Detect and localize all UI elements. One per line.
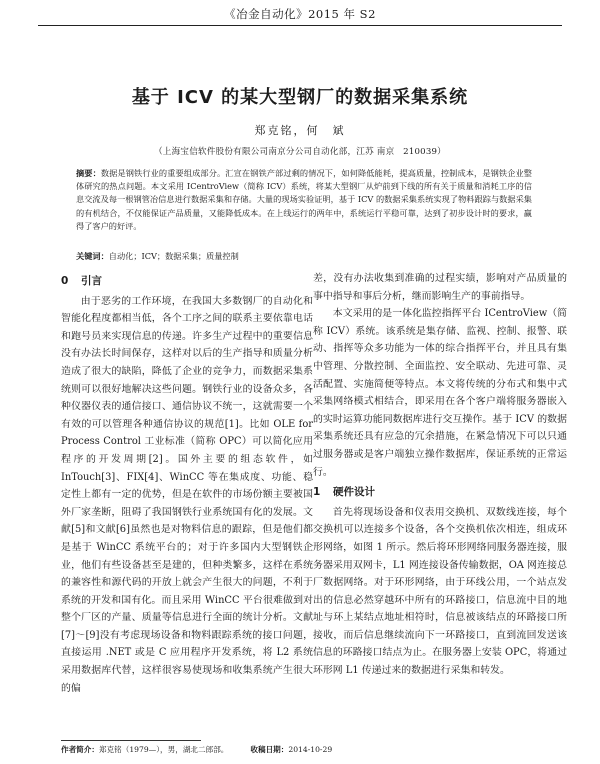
section-heading-intro [61, 273, 313, 291]
section-title: 引言 [81, 275, 102, 287]
right-column [313, 270, 567, 680]
footnote [61, 744, 332, 755]
paragraph: 由于恶劣的工作环境，在我国大多数钢厂的自动化和智能化程度都相当低，各个工序之间的联系主要依靠电话和跑号员来实现信息的传递。许多生产过程中的重要信息没有办法长时间保存，这样对以后的生产指导和质量分析造成了很大的缺陷，降低了企业的竞争力，而数据采集系统则可以很好地解决这些问题。钢铁行业的设备众多，各种仪器仪表的通信接口、通信协议不统一，这就需要一个有效的可以管理各种通信协议的规范[1]。比如 OLE for Process Control 工业标准（简称 OPC）可以简化应用程序的开发周期[2]。国外主要的组态软件，如 InTouch[3]、FIX[4]、WinCC 等在集成度、功能、稳定性上都有一定的优势，但是在软件的市场份额主要被国外厂家垄断，阻碍了我国钢铁行业系统国有化的发展。文献[5]和文献[6]虽然也是对物料信息的跟踪，但是他们都是基于 WinCC 系统平台的；对于许多国内大型钢铁企业，他们有些设备甚至是建的，但种类繁多，这样在系统的兼容性和源代码的开放上就会产生很大的问题，不利于系统的开发和国有化。而且采用 WinCC 平台很难做到对整个厂区的产量、质量等信息进行全面的统计分析。文献[7]～[9]没有考虑现场设备和物料跟踪系统的接口问题，直接运用 .NET 或是 C 应用程序开发系统，将 L2 系统采用数据库代替，这样很容易使现场和收集系统产生很大的偏 [61, 295, 313, 694]
section-heading-hardware [313, 484, 567, 502]
abstract-text: 数据是钢铁行业的重要组成部分。汇宣在钢铁产部过剩的情况下，如何降低能耗，提高质量，控制成本，是钢铁企业整体研究的热点问题。本文采用 ICentroView（简称 ICV）系统，将某大型钢厂从炉前到下线的所有关于质量和消耗工序的信息交流及每一根钢管冶信息进行数据采集和存储。大量的现场实验证明，基于 ICV 的数据采集系统实现了物料跟踪与数据采集的有机结合，不仅能保证产品质量，又能降低成本。在上线运行的两年中，系统运行平稳可靠，达到了初步设计时的要求，赢得了客户的好评。 [76, 168, 532, 231]
running-header: 《冶金自动化》2015 年 S2 [224, 7, 376, 21]
received-label: 收稿日期： [250, 745, 289, 754]
paragraph: 差，没有办法收集到准确的过程实绩，影响对产品质量的事中指导和事后分析，继而影响生产的事前指导。 [313, 273, 567, 302]
keywords [76, 250, 532, 263]
abstract [76, 167, 532, 233]
received-date: 2014-10-29 [288, 745, 333, 754]
section-number: 0 [61, 275, 69, 287]
keywords-text: 自动化；ICV；数据采集；质量控制 [108, 251, 239, 261]
keywords-label: 关键词： [76, 251, 109, 261]
footnote-rule [61, 740, 201, 741]
section-number: 1 [313, 486, 321, 499]
author-info-label: 作者简介： [61, 745, 99, 754]
section-title: 硬件设计 [333, 486, 375, 499]
paragraph: 本文采用的是一体化监控指挥平台 ICentroView（简称 ICV）系统。该系统是集存储、监视、控制、报警、联动、指挥等众多功能为一体的综合指挥平台，并且具有集中管理、分散控制、全面监控、安全联动、先进可靠、灵活配置、实施简便等特点。本文将传统的分布式和集中式采集网络模式相结合，即采用在各个客户端将服务器嵌入的实时运算功能同数据库进行交互操作。基于 ICV 的数据采集系统还具有应急的冗余措施，在紧急情况下可以只通过服务器或是客户端独立操作数据库，保证系统的正常运行。 [313, 308, 567, 478]
paragraph: 首先将现场设备和仪表用交换机、双数线连接，每个交换机可以连接多个设备，各个交换机依次相连，组成环形网络，如图 1 所示。然后将环形网络同服务器连接，服务器采用双网卡，L1 网连接设备传输数据，OA 网连接总厂数据网络。对于环形网络，由于环线公用，一个站点发出的信息必然穿越环中所有的环路接口，信息流中目的地址与环上某结点地址相符时，信息被该结点的环路接口所接收，而后信息继续流向下一环路接口，直到流回发送该信息的环路接口结点为止。在服务器上安装 OPC，将通过环形网 L1 传递过来的数据进行采集和转发。 [313, 506, 567, 677]
paper-title: 基于 ICV 的某大型钢厂的数据采集系统 [131, 87, 469, 108]
left-column [61, 270, 313, 697]
authors: 郑克铭，何 斌 [254, 124, 346, 137]
author-info: 郑克铭（1979—），男，湖北二郎部。 [98, 745, 229, 754]
header-rule [38, 25, 562, 26]
abstract-label: 摘要： [76, 168, 101, 178]
affiliation: （上海宝信软件股份有限公司南京分公司自动化部，江苏 南京 210039） [154, 147, 446, 157]
